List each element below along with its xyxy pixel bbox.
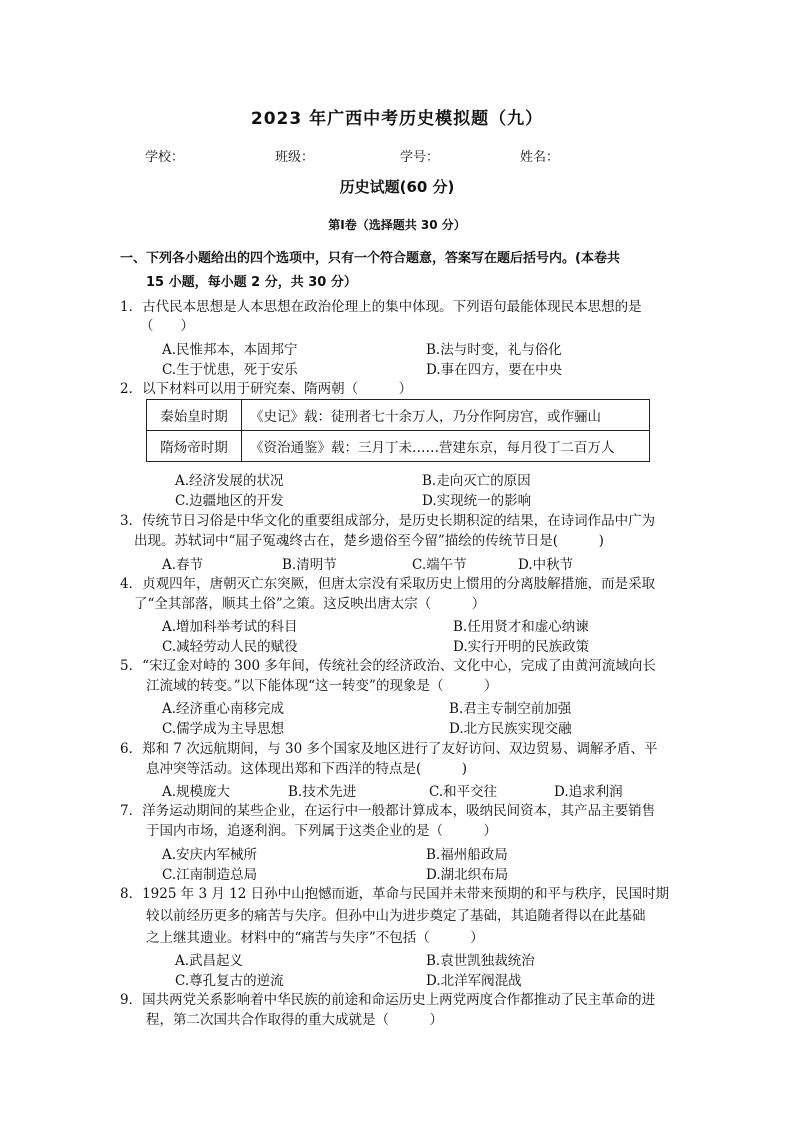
q3-stem: 3．传统节日习俗是中华文化的重要组成部分，是历史长期积淀的结果，在诗词作品中广为 [120, 513, 656, 529]
q9-stem: 9．国共两党关系影响着中华民族的前途和命运历史上两党两度合作都推动了民主革命的进 [120, 992, 656, 1008]
q7-stem-cont: 于国内市场，追逐利润。下列属于这类企业的是（ ） [146, 823, 497, 839]
exam-title: 2023 年广西中考历史模拟题（九） [250, 109, 544, 129]
q6-option-c[interactable]: C.和平交往 [429, 784, 498, 800]
q7-option-d[interactable]: D.湖北织布局 [426, 867, 509, 883]
q1-stem-cont: （ ） [140, 318, 194, 334]
q5-option-b[interactable]: B.君主专制空前加强 [449, 701, 572, 717]
q4-option-b[interactable]: B.任用贤才和虚心纳谏 [453, 619, 589, 635]
q6-stem: 6．郑和 7 次远航期间，与 30 多个国家及地区进行了友好访问、双边贸易、调解矛盾、平 [120, 741, 658, 757]
q8-option-a[interactable]: A.武昌起义 [175, 953, 244, 969]
q5-option-a[interactable]: A.经济重心南移完成 [162, 701, 285, 717]
q4-option-a[interactable]: A.增加科举考试的科目 [162, 619, 298, 635]
q5-stem-cont: 江流域的转变。”以下能体现“这一转变”的现象是（ ） [146, 678, 498, 694]
q8-option-d[interactable]: D.北洋军阀混战 [426, 973, 522, 989]
q6-option-a[interactable]: A.规模庞大 [162, 784, 231, 800]
q3-option-a[interactable]: A.春节 [162, 557, 204, 573]
q8-stem-cont-2: 之上继其遗业。材料中的“痛苦与失序”不包括（ ） [146, 930, 484, 946]
q4-stem: 4．贞观四年，唐朝灭亡东突厥，但唐太宗没有采取历史上惯用的分离肢解措施，而是采取 [120, 576, 656, 592]
q8-option-b[interactable]: B.袁世凯独裁统治 [426, 953, 535, 969]
table-row [147, 400, 650, 431]
q7-option-a[interactable]: A.安庆内军械所 [162, 847, 258, 863]
q6-option-b[interactable]: B.技术先进 [288, 784, 357, 800]
q7-option-b[interactable]: B.福州船政局 [426, 847, 508, 863]
name-field-label: 姓名： [520, 150, 560, 165]
q1-option-c[interactable]: C.生于忧患，死于安乐 [162, 362, 298, 378]
q2-text-qin: 《史记》载：徒刑者七十余万人，乃分作阿房宫，或作骊山 [242, 400, 650, 431]
q8-stem-cont-1: 较以前经历更多的痛苦与失序。但孙中山为进步奠定了基础，其追随者得以在此基础 [146, 908, 646, 924]
school-field-label: 学校： [145, 150, 185, 165]
q2-option-b[interactable]: B.走向灭亡的原因 [422, 473, 531, 489]
q7-stem: 7．洋务运动期间的某些企业，在运行中一般都计算成本，吸纳民间资本，其产品主要销售 [120, 803, 656, 819]
q3-option-c[interactable]: C.端午节 [412, 557, 467, 573]
paper-subtitle: 历史试题(60 分) [339, 178, 455, 196]
q2-stem: 2．以下材料可以用于研究秦、隋两朝（ ） [120, 381, 413, 397]
q3-option-d[interactable]: D.中秋节 [518, 557, 574, 573]
q5-option-c[interactable]: C.儒学成为主导思想 [162, 721, 285, 737]
q2-option-a[interactable]: A.经济发展的状况 [175, 473, 284, 489]
q2-material-table [146, 399, 650, 462]
q6-stem-cont: 息冲突等活动。这体现出郑和下西洋的特点是( ) [146, 761, 468, 777]
q1-option-d[interactable]: D.事在四方，要在中央 [426, 362, 563, 378]
q4-stem-cont: 了“全其部落，顺其土俗”之策。这反映出唐太宗（ ） [134, 596, 486, 612]
instructions-line-2: 15 小题，每小题 2 分，共 30 分） [146, 275, 357, 290]
q3-stem-cont: 出现。苏轼词中“屈子冤魂终古在，楚乡遗俗至今留”描绘的传统节日是( ) [134, 533, 604, 549]
q5-option-d[interactable]: D.北方民族实现交融 [449, 721, 572, 737]
student-number-field-label: 学号： [400, 150, 440, 165]
q4-option-c[interactable]: C.减轻劳动人民的赋役 [162, 639, 298, 655]
q7-option-c[interactable]: C.江南制造总局 [162, 867, 258, 883]
q3-option-b[interactable]: B.清明节 [282, 557, 337, 573]
q2-text-sui: 《资治通鉴》载：三月丁未……营建东京，每月役丁二百万人 [242, 431, 650, 462]
q1-option-b[interactable]: B.法与时变，礼与俗化 [426, 342, 562, 358]
q9-stem-cont: 程，第二次国共合作取得的重大成就是（ ） [146, 1012, 443, 1028]
q2-period-qin: 秦始皇时期 [147, 400, 242, 431]
q1-stem: 1．古代民本思想是人本思想在政治伦理上的集中体现。下列语句最能体现民本思想的是 [120, 299, 642, 315]
q2-period-sui: 隋炀帝时期 [147, 431, 242, 462]
q6-option-d[interactable]: D.追求利润 [554, 784, 623, 800]
q5-stem: 5．“宋辽金对峙的 300 多年间，传统社会的经济政治、文化中心，完成了由黄河流域向长 [120, 658, 656, 674]
section-heading: 第Ⅰ卷（选择题共 30 分） [328, 218, 466, 232]
instructions-line-1: 一、下列各小题给出的四个选项中，只有一个符合题意，答案写在题后括号内。(本卷共 [120, 251, 620, 266]
q8-stem: 8．1925 年 3 月 12 日孙中山抱憾而逝，革命与民国并未带来预期的和平与秩序，民国时期 [120, 886, 670, 902]
table-row [147, 431, 650, 462]
q2-option-c[interactable]: C.边疆地区的开发 [175, 493, 284, 509]
q4-option-d[interactable]: D.实行开明的民族政策 [453, 639, 590, 655]
q2-option-d[interactable]: D.实现统一的影响 [422, 493, 532, 509]
q1-option-a[interactable]: A.民惟邦本，本固邦宁 [162, 342, 298, 358]
q8-option-c[interactable]: C.尊孔复古的逆流 [175, 973, 284, 989]
class-field-label: 班级： [275, 150, 315, 165]
